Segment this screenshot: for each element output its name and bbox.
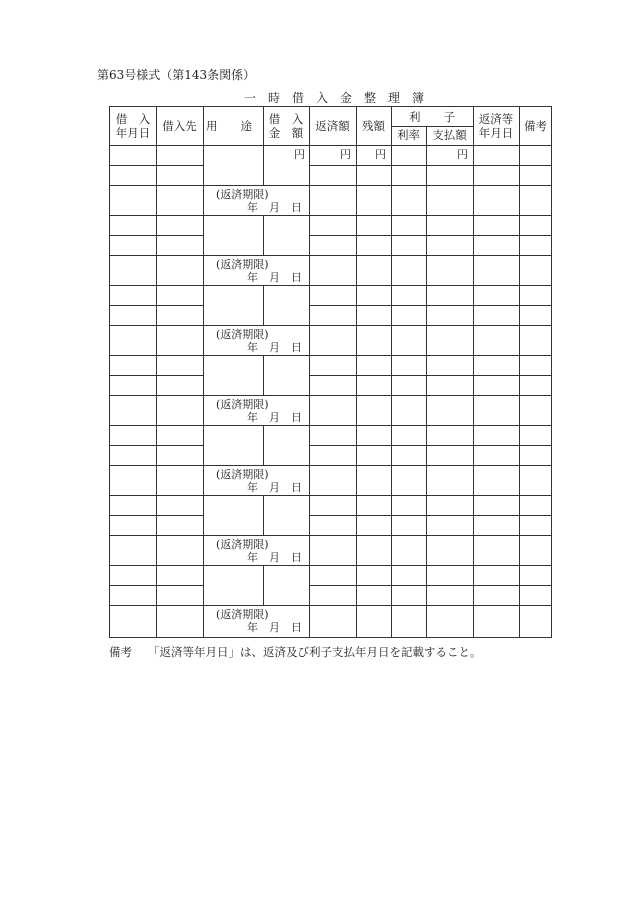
deadline-label: (返済期限): [216, 258, 269, 271]
rule-entry-split: [110, 395, 551, 396]
deadline-date: 年 月 日: [247, 271, 302, 284]
header-remarks: 備考: [524, 119, 547, 133]
header-purpose: 用 途: [206, 119, 252, 133]
rule-amount-col: [263, 285, 264, 325]
rule-entry-end: [110, 495, 551, 496]
form-number: 第63号様式（第143条関係）: [97, 68, 256, 82]
unit-repaid: 円: [340, 148, 351, 161]
deadline-date: 年 月 日: [247, 621, 302, 634]
footnote: [109, 644, 482, 660]
deadline-label: (返済期限): [216, 538, 269, 551]
rule-col: [473, 107, 474, 637]
ledger-title: 一 時 借 入 金 整 理 簿: [244, 91, 425, 105]
rule-amount-col: [263, 107, 264, 185]
rule-entry-end: [110, 425, 551, 426]
header-rate: 利率: [397, 128, 420, 142]
rule-amount-col: [263, 215, 264, 255]
header-amount: 借 入 金 額: [268, 112, 304, 140]
rule-entry-end: [110, 215, 551, 216]
rule-subrow: [309, 585, 551, 586]
repayment-deadline: [216, 538, 302, 564]
deadline-date: 年 月 日: [247, 551, 302, 564]
rule-subrow: [110, 585, 203, 586]
header-borrow-date: 借 入 年月日: [115, 112, 151, 140]
ledger-table: [109, 106, 552, 638]
header-balance: 残額: [362, 119, 385, 133]
rule-rate-col: [426, 126, 427, 637]
header-lender: 借入先: [162, 119, 197, 133]
rule-entry-end: [110, 565, 551, 566]
deadline-label: (返済期限): [216, 398, 269, 411]
rule-subrow: [309, 515, 551, 516]
rule-col: [391, 107, 392, 637]
unit-amount: 円: [294, 148, 305, 161]
rule-subrow: [309, 445, 551, 446]
rule-entry-split: [110, 605, 551, 606]
deadline-date: 年 月 日: [247, 201, 302, 214]
rule-subrow: [110, 305, 203, 306]
unit-balance: 円: [375, 148, 386, 161]
rule-subrow: [110, 445, 203, 446]
rule-amount-col: [263, 495, 264, 535]
rule-col: [309, 107, 310, 637]
rule-entry-split: [110, 465, 551, 466]
deadline-date: 年 月 日: [247, 411, 302, 424]
deadline-date: 年 月 日: [247, 481, 302, 494]
deadline-label: (返済期限): [216, 188, 269, 201]
repayment-deadline: [216, 608, 302, 634]
repayment-deadline: [216, 468, 302, 494]
rule-interest-divider: [391, 126, 473, 127]
footnote-label: 備考: [109, 645, 132, 659]
rule-subrow: [110, 165, 203, 166]
rule-entry-end: [110, 355, 551, 356]
unit-paid: 円: [457, 148, 468, 161]
deadline-date: 年 月 日: [247, 341, 302, 354]
footnote-text: 「返済等年月日」は、返済及び利子支払年月日を記載すること。: [148, 645, 482, 659]
rule-col: [203, 107, 204, 637]
header-interest: 利 子: [409, 110, 455, 124]
rule-subrow: [309, 305, 551, 306]
repayment-deadline: [216, 328, 302, 354]
rule-amount-col: [263, 565, 264, 605]
rule-subrow: [110, 375, 203, 376]
rule-subrow: [110, 515, 203, 516]
rule-entry-end: [110, 285, 551, 286]
rule-entry-split: [110, 325, 551, 326]
rule-col: [156, 107, 157, 637]
rule-amount-col: [263, 355, 264, 395]
rule-amount-col: [263, 425, 264, 465]
rule-subrow: [309, 165, 551, 166]
header-paid: 支払額: [432, 128, 467, 142]
deadline-label: (返済期限): [216, 328, 269, 341]
rule-subrow: [309, 235, 551, 236]
repayment-deadline: [216, 398, 302, 424]
rule-header-bottom: [110, 145, 551, 146]
repayment-deadline: [216, 188, 302, 214]
rule-col: [356, 107, 357, 637]
rule-entry-split: [110, 255, 551, 256]
rule-subrow: [309, 375, 551, 376]
deadline-label: (返済期限): [216, 608, 269, 621]
repayment-deadline: [216, 258, 302, 284]
rule-col: [519, 107, 520, 637]
deadline-label: (返済期限): [216, 468, 269, 481]
header-repaid: 返済額: [315, 119, 350, 133]
rule-entry-split: [110, 535, 551, 536]
header-repay-date: 返済等 年月日: [478, 112, 514, 140]
rule-entry-split: [110, 185, 551, 186]
rule-subrow: [110, 235, 203, 236]
